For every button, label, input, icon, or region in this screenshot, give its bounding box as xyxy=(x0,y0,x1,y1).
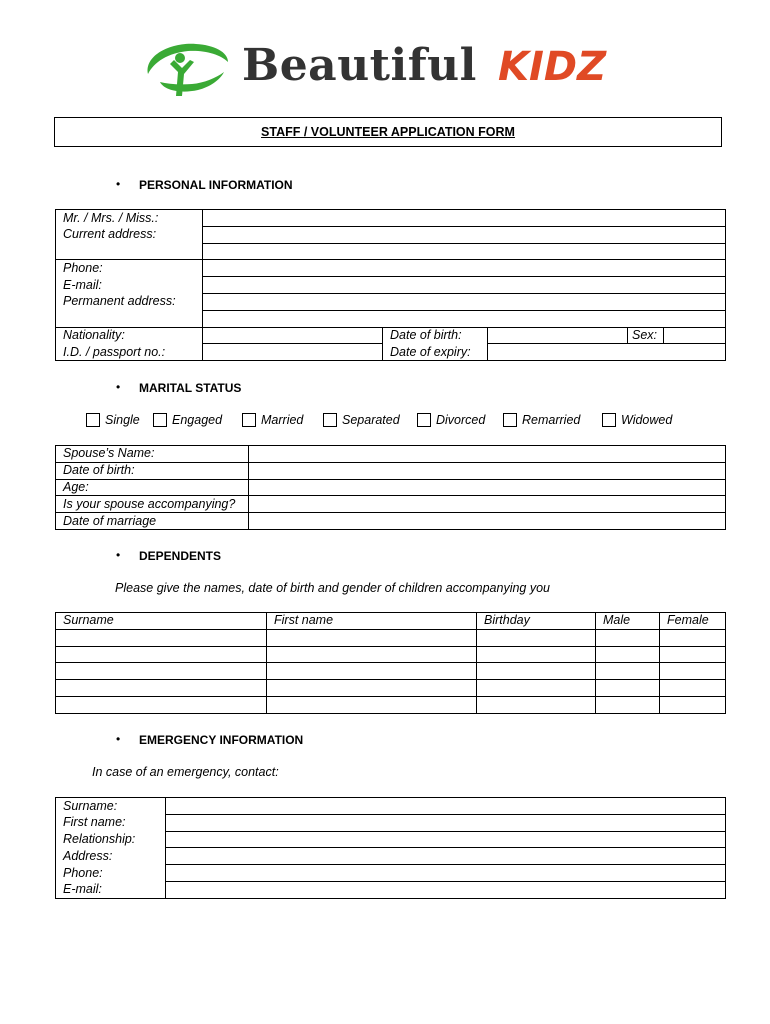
phone-label: Phone: xyxy=(56,260,203,277)
table-row xyxy=(56,243,726,260)
table-row xyxy=(56,310,726,327)
phone-field[interactable] xyxy=(203,260,726,277)
current-address-field-2[interactable] xyxy=(203,243,726,260)
emergency-address-label: Address: xyxy=(56,848,166,865)
table-row xyxy=(56,848,726,865)
passport-field[interactable] xyxy=(203,344,383,361)
emergency-instruction: In case of an emergency, contact: xyxy=(92,765,279,779)
emergency-relationship-field[interactable] xyxy=(166,831,726,848)
checkbox-married[interactable] xyxy=(242,413,256,427)
dependent-cell[interactable] xyxy=(56,629,267,646)
email-label: E-mail: xyxy=(56,277,203,294)
checkbox-divorced[interactable] xyxy=(417,413,431,427)
logo xyxy=(140,36,630,102)
spouse-accompanying-field[interactable] xyxy=(249,496,726,513)
form-title: STAFF / VOLUNTEER APPLICATION FORM xyxy=(54,117,722,147)
emergency-table xyxy=(55,797,726,899)
expiry-label: Date of expiry: xyxy=(383,344,488,361)
dependent-cell[interactable] xyxy=(660,680,726,697)
dependent-cell[interactable] xyxy=(267,646,477,663)
spouse-dob-label: Date of birth: xyxy=(56,462,249,479)
logo-mark-icon xyxy=(140,38,232,100)
checkbox-label-separated: Separated xyxy=(342,413,400,427)
spouse-name-field[interactable] xyxy=(249,446,726,463)
table-row xyxy=(56,277,726,294)
table-row xyxy=(56,814,726,831)
section-heading-marital: MARITAL STATUS xyxy=(139,381,242,395)
dependent-cell[interactable] xyxy=(596,646,660,663)
emergency-surname-field[interactable] xyxy=(166,798,726,815)
bullet-icon: • xyxy=(116,732,121,746)
nationality-field[interactable] xyxy=(203,327,383,344)
emergency-first-name-label: First name: xyxy=(56,814,166,831)
column-header-male: Male xyxy=(596,613,660,630)
permanent-address-label-cont xyxy=(56,310,203,327)
table-row xyxy=(56,344,726,361)
table-row xyxy=(56,696,726,713)
marriage-date-label: Date of marriage xyxy=(56,513,249,530)
passport-label: I.D. / passport no.: xyxy=(56,344,203,361)
emergency-surname-label: Surname: xyxy=(56,798,166,815)
dependent-cell[interactable] xyxy=(56,646,267,663)
table-row xyxy=(56,513,726,530)
current-address-label: Current address: xyxy=(56,226,203,243)
dependent-cell[interactable] xyxy=(56,696,267,713)
dependent-cell[interactable] xyxy=(56,680,267,697)
permanent-address-field-2[interactable] xyxy=(203,310,726,327)
emergency-email-label: E-mail: xyxy=(56,881,166,898)
dependent-cell[interactable] xyxy=(596,696,660,713)
emergency-phone-field[interactable] xyxy=(166,865,726,882)
emergency-email-field[interactable] xyxy=(166,881,726,898)
dependent-cell[interactable] xyxy=(267,663,477,680)
table-row xyxy=(56,629,726,646)
checkbox-label-widowed: Widowed xyxy=(621,413,673,427)
spouse-name-label: Spouse’s Name: xyxy=(56,446,249,463)
bullet-icon: • xyxy=(116,380,121,394)
dob-label: Date of birth: xyxy=(383,327,488,344)
emergency-phone-label: Phone: xyxy=(56,865,166,882)
title-label: Mr. / Mrs. / Miss.: xyxy=(56,210,203,227)
dependent-cell[interactable] xyxy=(267,680,477,697)
emergency-first-name-field[interactable] xyxy=(166,814,726,831)
dependent-cell[interactable] xyxy=(477,646,596,663)
spouse-table xyxy=(55,445,726,530)
dependent-cell[interactable] xyxy=(56,663,267,680)
table-row xyxy=(56,646,726,663)
dependent-cell[interactable] xyxy=(477,629,596,646)
emergency-address-field[interactable] xyxy=(166,848,726,865)
table-row xyxy=(56,496,726,513)
section-heading-emergency: EMERGENCY INFORMATION xyxy=(139,733,304,747)
checkbox-label-married: Married xyxy=(261,413,304,427)
marriage-date-field[interactable] xyxy=(249,513,726,530)
sex-label: Sex: xyxy=(628,327,664,344)
checkbox-label-single: Single xyxy=(105,413,140,427)
dependent-cell[interactable] xyxy=(477,680,596,697)
dependent-cell[interactable] xyxy=(267,696,477,713)
column-header-first-name: First name xyxy=(267,613,477,630)
sex-field[interactable] xyxy=(664,327,726,344)
column-header-female: Female xyxy=(660,613,726,630)
dependent-cell[interactable] xyxy=(596,680,660,697)
bullet-icon: • xyxy=(116,177,121,191)
table-row xyxy=(56,293,726,310)
table-row xyxy=(56,680,726,697)
table-row xyxy=(56,798,726,815)
checkbox-label-engaged: Engaged xyxy=(172,413,223,427)
dependent-cell[interactable] xyxy=(660,696,726,713)
logo-brand-main: Beautiful xyxy=(242,40,477,91)
dependents-instruction: Please give the names, date of birth and gender of children accompanying you xyxy=(115,581,550,595)
permanent-address-field[interactable] xyxy=(203,293,726,310)
table-row xyxy=(56,226,726,243)
personal-info-table xyxy=(55,209,726,361)
table-row xyxy=(56,663,726,680)
checkbox-widowed[interactable] xyxy=(602,413,616,427)
email-field[interactable] xyxy=(203,277,726,294)
checkbox-remarried[interactable] xyxy=(503,413,517,427)
nationality-label: Nationality: xyxy=(56,327,203,344)
emergency-relationship-label: Relationship: xyxy=(56,831,166,848)
current-address-label-cont xyxy=(56,243,203,260)
checkbox-label-remarried: Remarried xyxy=(522,413,581,427)
column-header-surname: Surname xyxy=(56,613,267,630)
dependents-table xyxy=(55,612,726,714)
checkbox-separated[interactable] xyxy=(323,413,337,427)
table-row xyxy=(56,260,726,277)
dob-field[interactable] xyxy=(488,327,628,344)
dependent-cell[interactable] xyxy=(660,646,726,663)
table-row xyxy=(56,327,726,344)
table-row xyxy=(56,446,726,463)
permanent-address-label: Permanent address: xyxy=(56,293,203,310)
spouse-accompanying-label: Is your spouse accompanying? xyxy=(56,496,249,513)
dependent-cell[interactable] xyxy=(267,629,477,646)
table-row xyxy=(56,210,726,227)
dependent-cell[interactable] xyxy=(596,629,660,646)
spouse-dob-field[interactable] xyxy=(249,462,726,479)
column-header-birthday: Birthday xyxy=(477,613,596,630)
table-row xyxy=(56,479,726,496)
table-row xyxy=(56,881,726,898)
checkbox-engaged[interactable] xyxy=(153,413,167,427)
table-header-row xyxy=(56,613,726,630)
dependent-cell[interactable] xyxy=(477,696,596,713)
table-row xyxy=(56,462,726,479)
logo-brand-accent: KIDZ xyxy=(498,44,607,90)
checkbox-label-divorced: Divorced xyxy=(436,413,486,427)
spouse-age-label: Age: xyxy=(56,479,249,496)
dependent-cell[interactable] xyxy=(596,663,660,680)
spouse-age-field[interactable] xyxy=(249,479,726,496)
table-row xyxy=(56,831,726,848)
bullet-icon: • xyxy=(116,548,121,562)
dependent-cell[interactable] xyxy=(477,663,596,680)
section-heading-personal: PERSONAL INFORMATION xyxy=(139,178,293,192)
section-heading-dependents: DEPENDENTS xyxy=(139,549,222,563)
dependent-cell[interactable] xyxy=(660,663,726,680)
expiry-field[interactable] xyxy=(488,344,726,361)
checkbox-single[interactable] xyxy=(86,413,100,427)
dependent-cell[interactable] xyxy=(660,629,726,646)
current-address-field[interactable] xyxy=(203,226,726,243)
table-row xyxy=(56,865,726,882)
title-field[interactable] xyxy=(203,210,726,227)
